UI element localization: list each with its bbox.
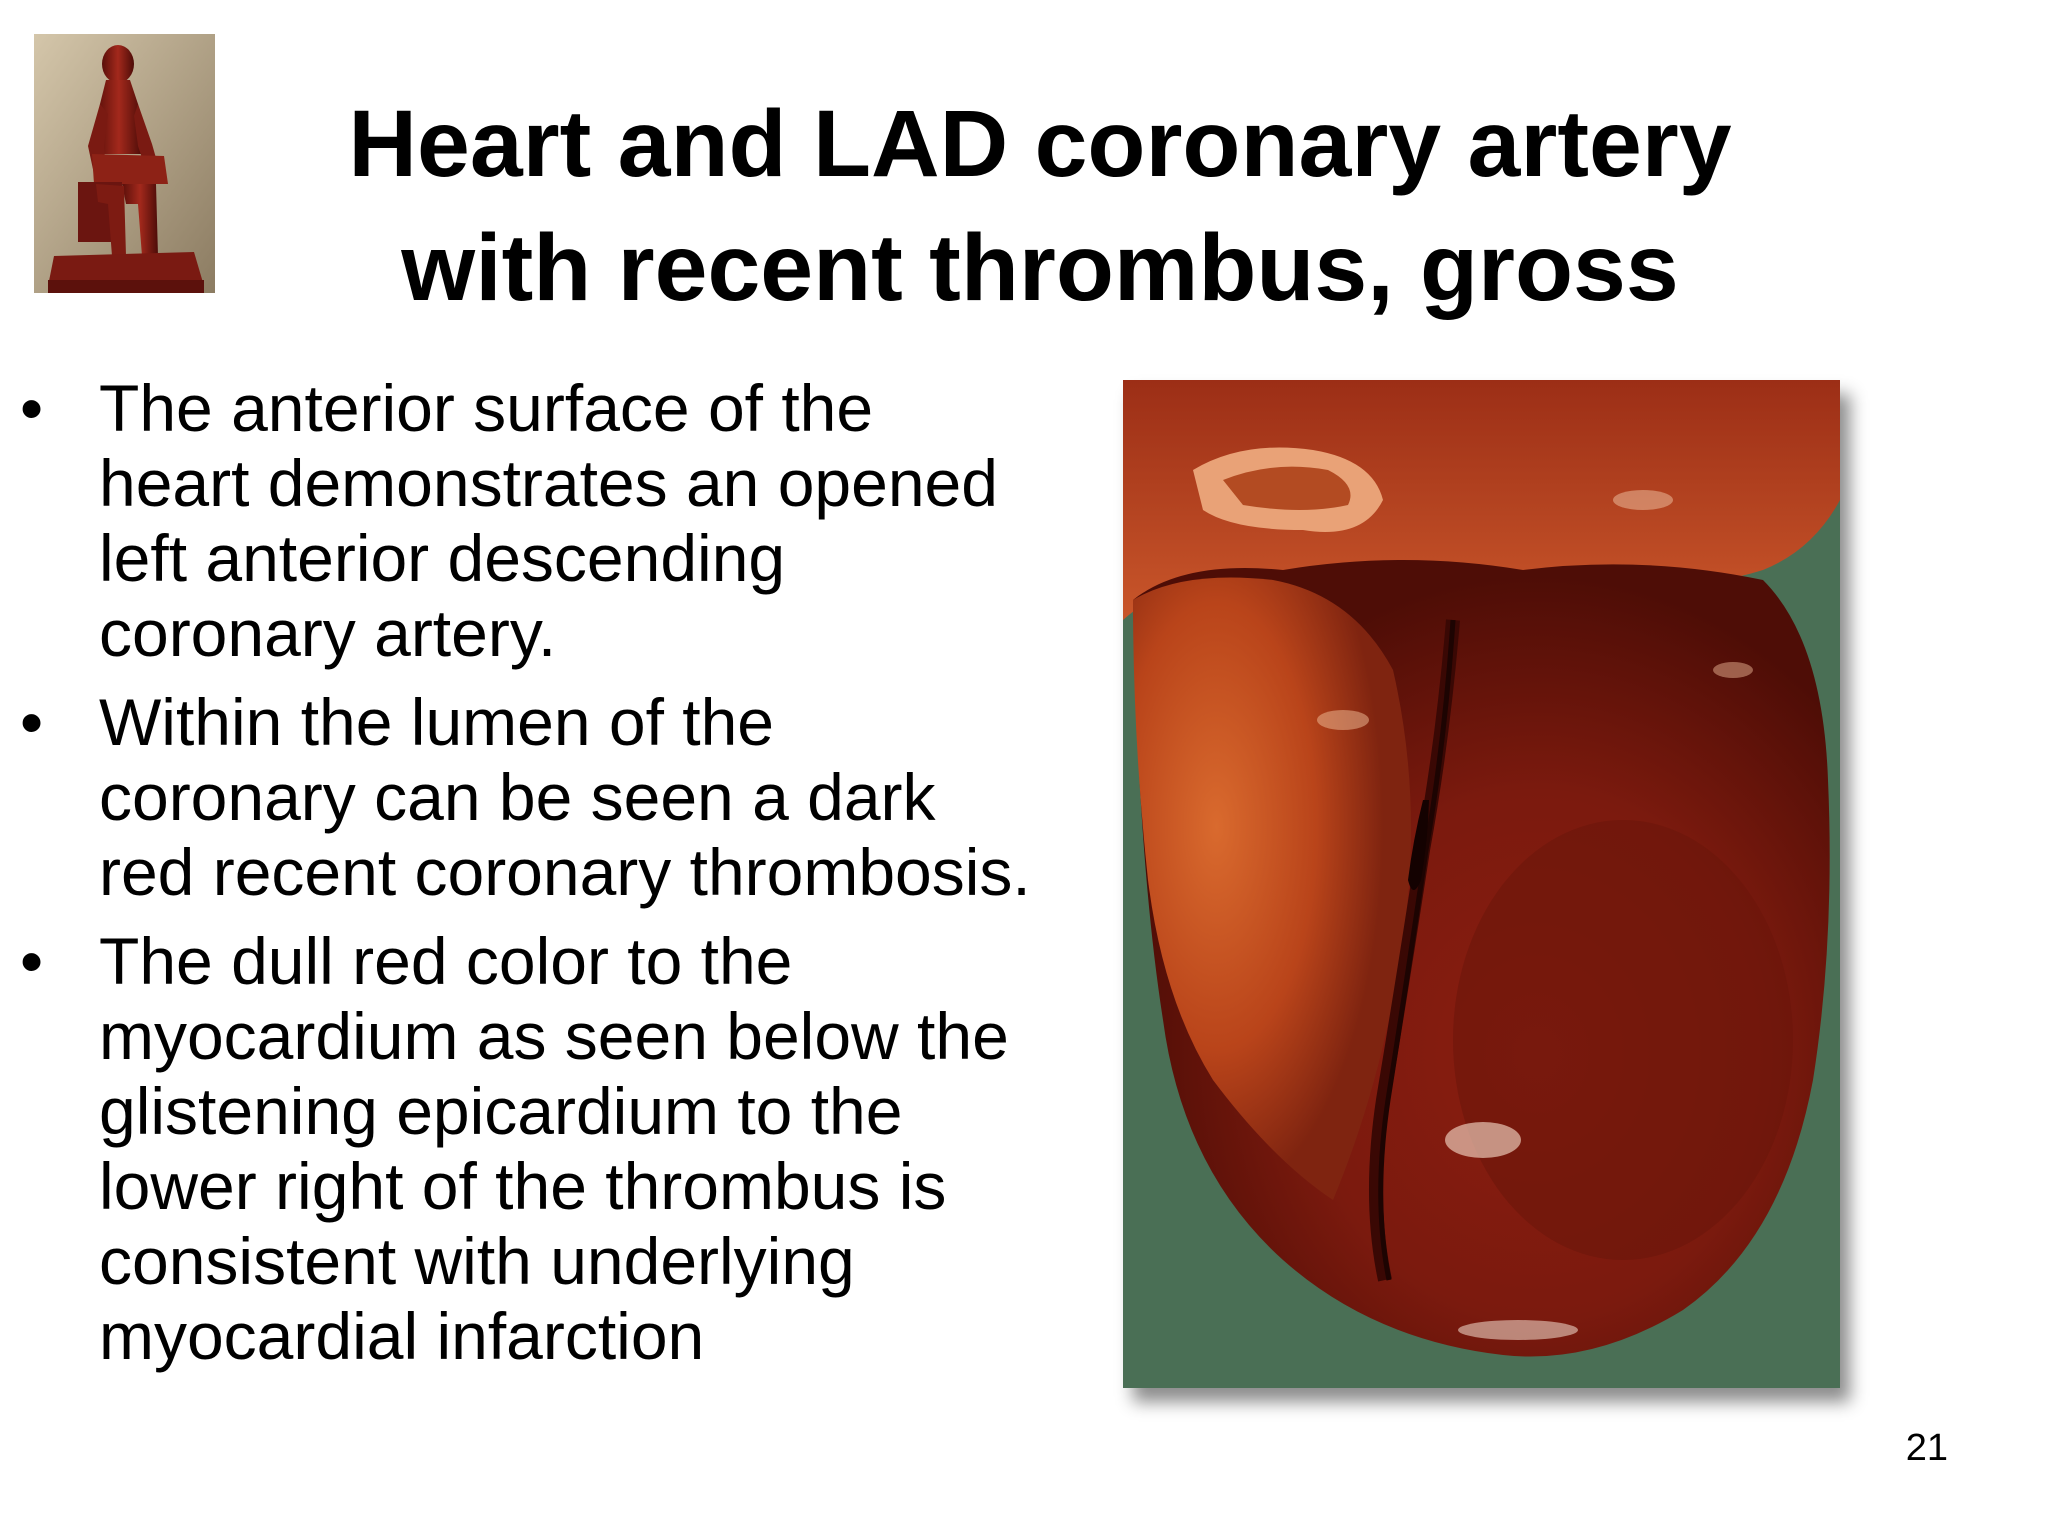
bullet-item [0, 371, 1100, 671]
bullet-marker: • [20, 371, 44, 445]
bullet-text: The dull red color to the myocardium as seen below the glistening epicardium to the lower right of the thrombus is consistent with underlying myocardial infarction [99, 924, 1009, 1373]
page-number: 21 [1905, 1427, 1948, 1469]
bullet-item [0, 924, 1100, 1374]
bullet-list [0, 371, 1100, 1388]
heart-specimen-photo [1123, 380, 1840, 1388]
bullet-text: The anterior surface of the heart demonstrates an opened left anterior descending coronary artery. [99, 371, 998, 670]
bullet-marker: • [20, 924, 44, 998]
bullet-marker: • [20, 685, 44, 759]
bullet-text: Within the lumen of the coronary can be seen a dark red recent coronary thrombosis. [99, 685, 1031, 909]
bullet-item [0, 685, 1100, 910]
seated-statue-image [34, 34, 215, 293]
slide-title [230, 82, 1850, 330]
title-line-2: with recent thrombus, gross [401, 215, 1679, 321]
title-line-1: Heart and LAD coronary artery [348, 91, 1732, 197]
